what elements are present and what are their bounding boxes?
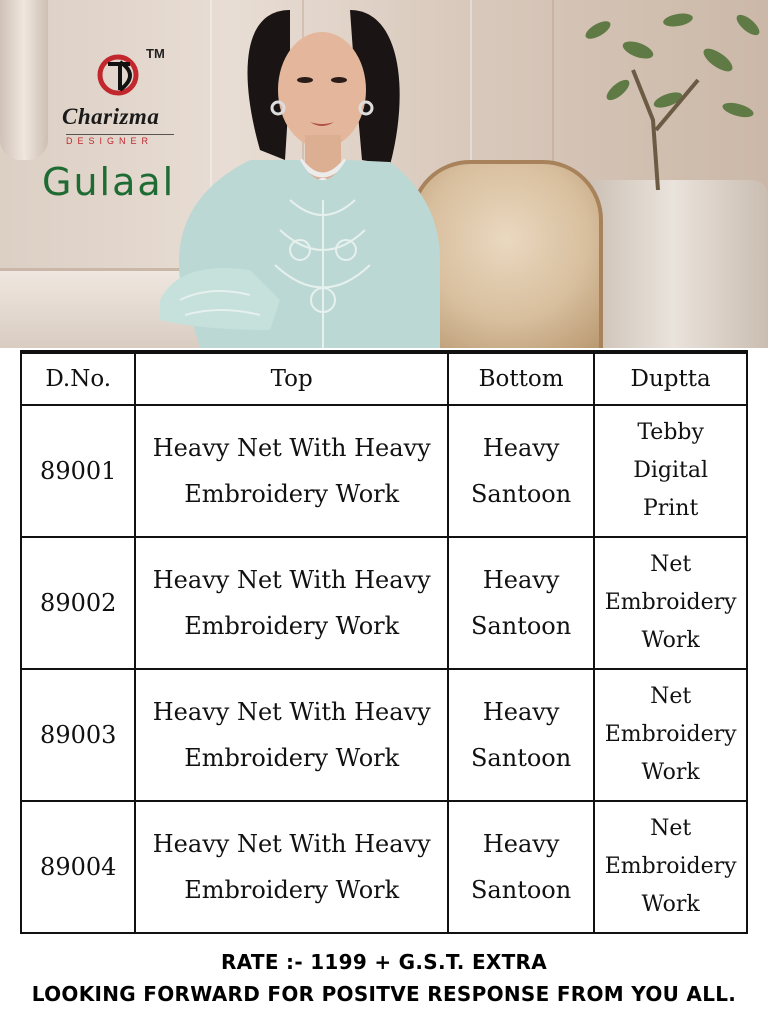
header-duptta: Duptta [594,352,747,405]
bottom-fabric [448,405,594,537]
stone-urn [0,0,48,160]
duptta-line: Work [641,760,700,785]
bottom-fabric [448,537,594,669]
top-fabric [135,405,447,537]
top-line: Embroidery Work [184,612,400,640]
bottom-line: Heavy [482,434,560,462]
closing-note: LOOKING FORWARD FOR POSITVE RESPONSE FROM YOU ALL. [31,982,737,1006]
top-line: Embroidery Work [184,744,400,772]
duptta-fabric [594,405,747,537]
planter-pot [578,180,768,348]
design-number: 89001 [21,405,135,537]
duptta-line: Embroidery [604,854,737,879]
design-number: 89004 [21,801,135,933]
bottom-fabric [448,801,594,933]
top-line: Embroidery Work [184,480,400,508]
duptta-line: Net [650,816,692,841]
bottom-line: Santoon [470,876,572,904]
duptta-line: Embroidery [604,722,737,747]
bottom-line: Santoon [470,744,572,772]
duptta-line: Embroidery [604,590,737,615]
collection-title: Gulaal [42,160,176,204]
table-row [21,537,747,669]
trademark-label: TM [146,46,165,61]
top-fabric [135,669,447,801]
header-top: Top [135,352,447,405]
design-number: 89002 [21,537,135,669]
bottom-line: Heavy [482,698,560,726]
brand-name: Charizma [62,104,160,129]
table-row [21,669,747,801]
duptta-line: Work [641,628,700,653]
product-photo-banner [0,0,768,348]
bottom-line: Heavy [482,566,560,594]
duptta-line: Work [641,892,700,917]
charizma-logo-icon [90,50,150,100]
top-fabric [135,537,447,669]
brand-subtitle: DESIGNER [66,134,174,146]
bottom-line: Heavy [482,830,560,858]
duptta-line: Net [650,684,692,709]
bottom-fabric [448,669,594,801]
header-dno: D.No. [21,352,135,405]
top-fabric [135,801,447,933]
table-row [21,801,747,933]
duptta-line: Tebby [637,420,704,445]
duptta-fabric [594,537,747,669]
design-spec-table [20,350,748,934]
top-line: Heavy Net With Heavy [152,830,431,858]
table-header-row [21,352,747,405]
top-line: Heavy Net With Heavy [152,566,431,594]
rate-line: RATE :- 1199 + G.S.T. EXTRA [220,950,548,974]
table-row [21,405,747,537]
duptta-line: Digital [633,458,709,483]
duptta-line: Net [650,552,692,577]
top-line: Embroidery Work [184,876,400,904]
header-bottom: Bottom [448,352,594,405]
duptta-line: Print [642,496,699,521]
duptta-fabric [594,801,747,933]
model-figure [140,0,470,348]
plant-foliage [538,0,768,190]
top-line: Heavy Net With Heavy [152,434,431,462]
design-number: 89003 [21,669,135,801]
bottom-line: Santoon [470,480,572,508]
bottom-line: Santoon [470,612,572,640]
top-line: Heavy Net With Heavy [152,698,431,726]
duptta-fabric [594,669,747,801]
